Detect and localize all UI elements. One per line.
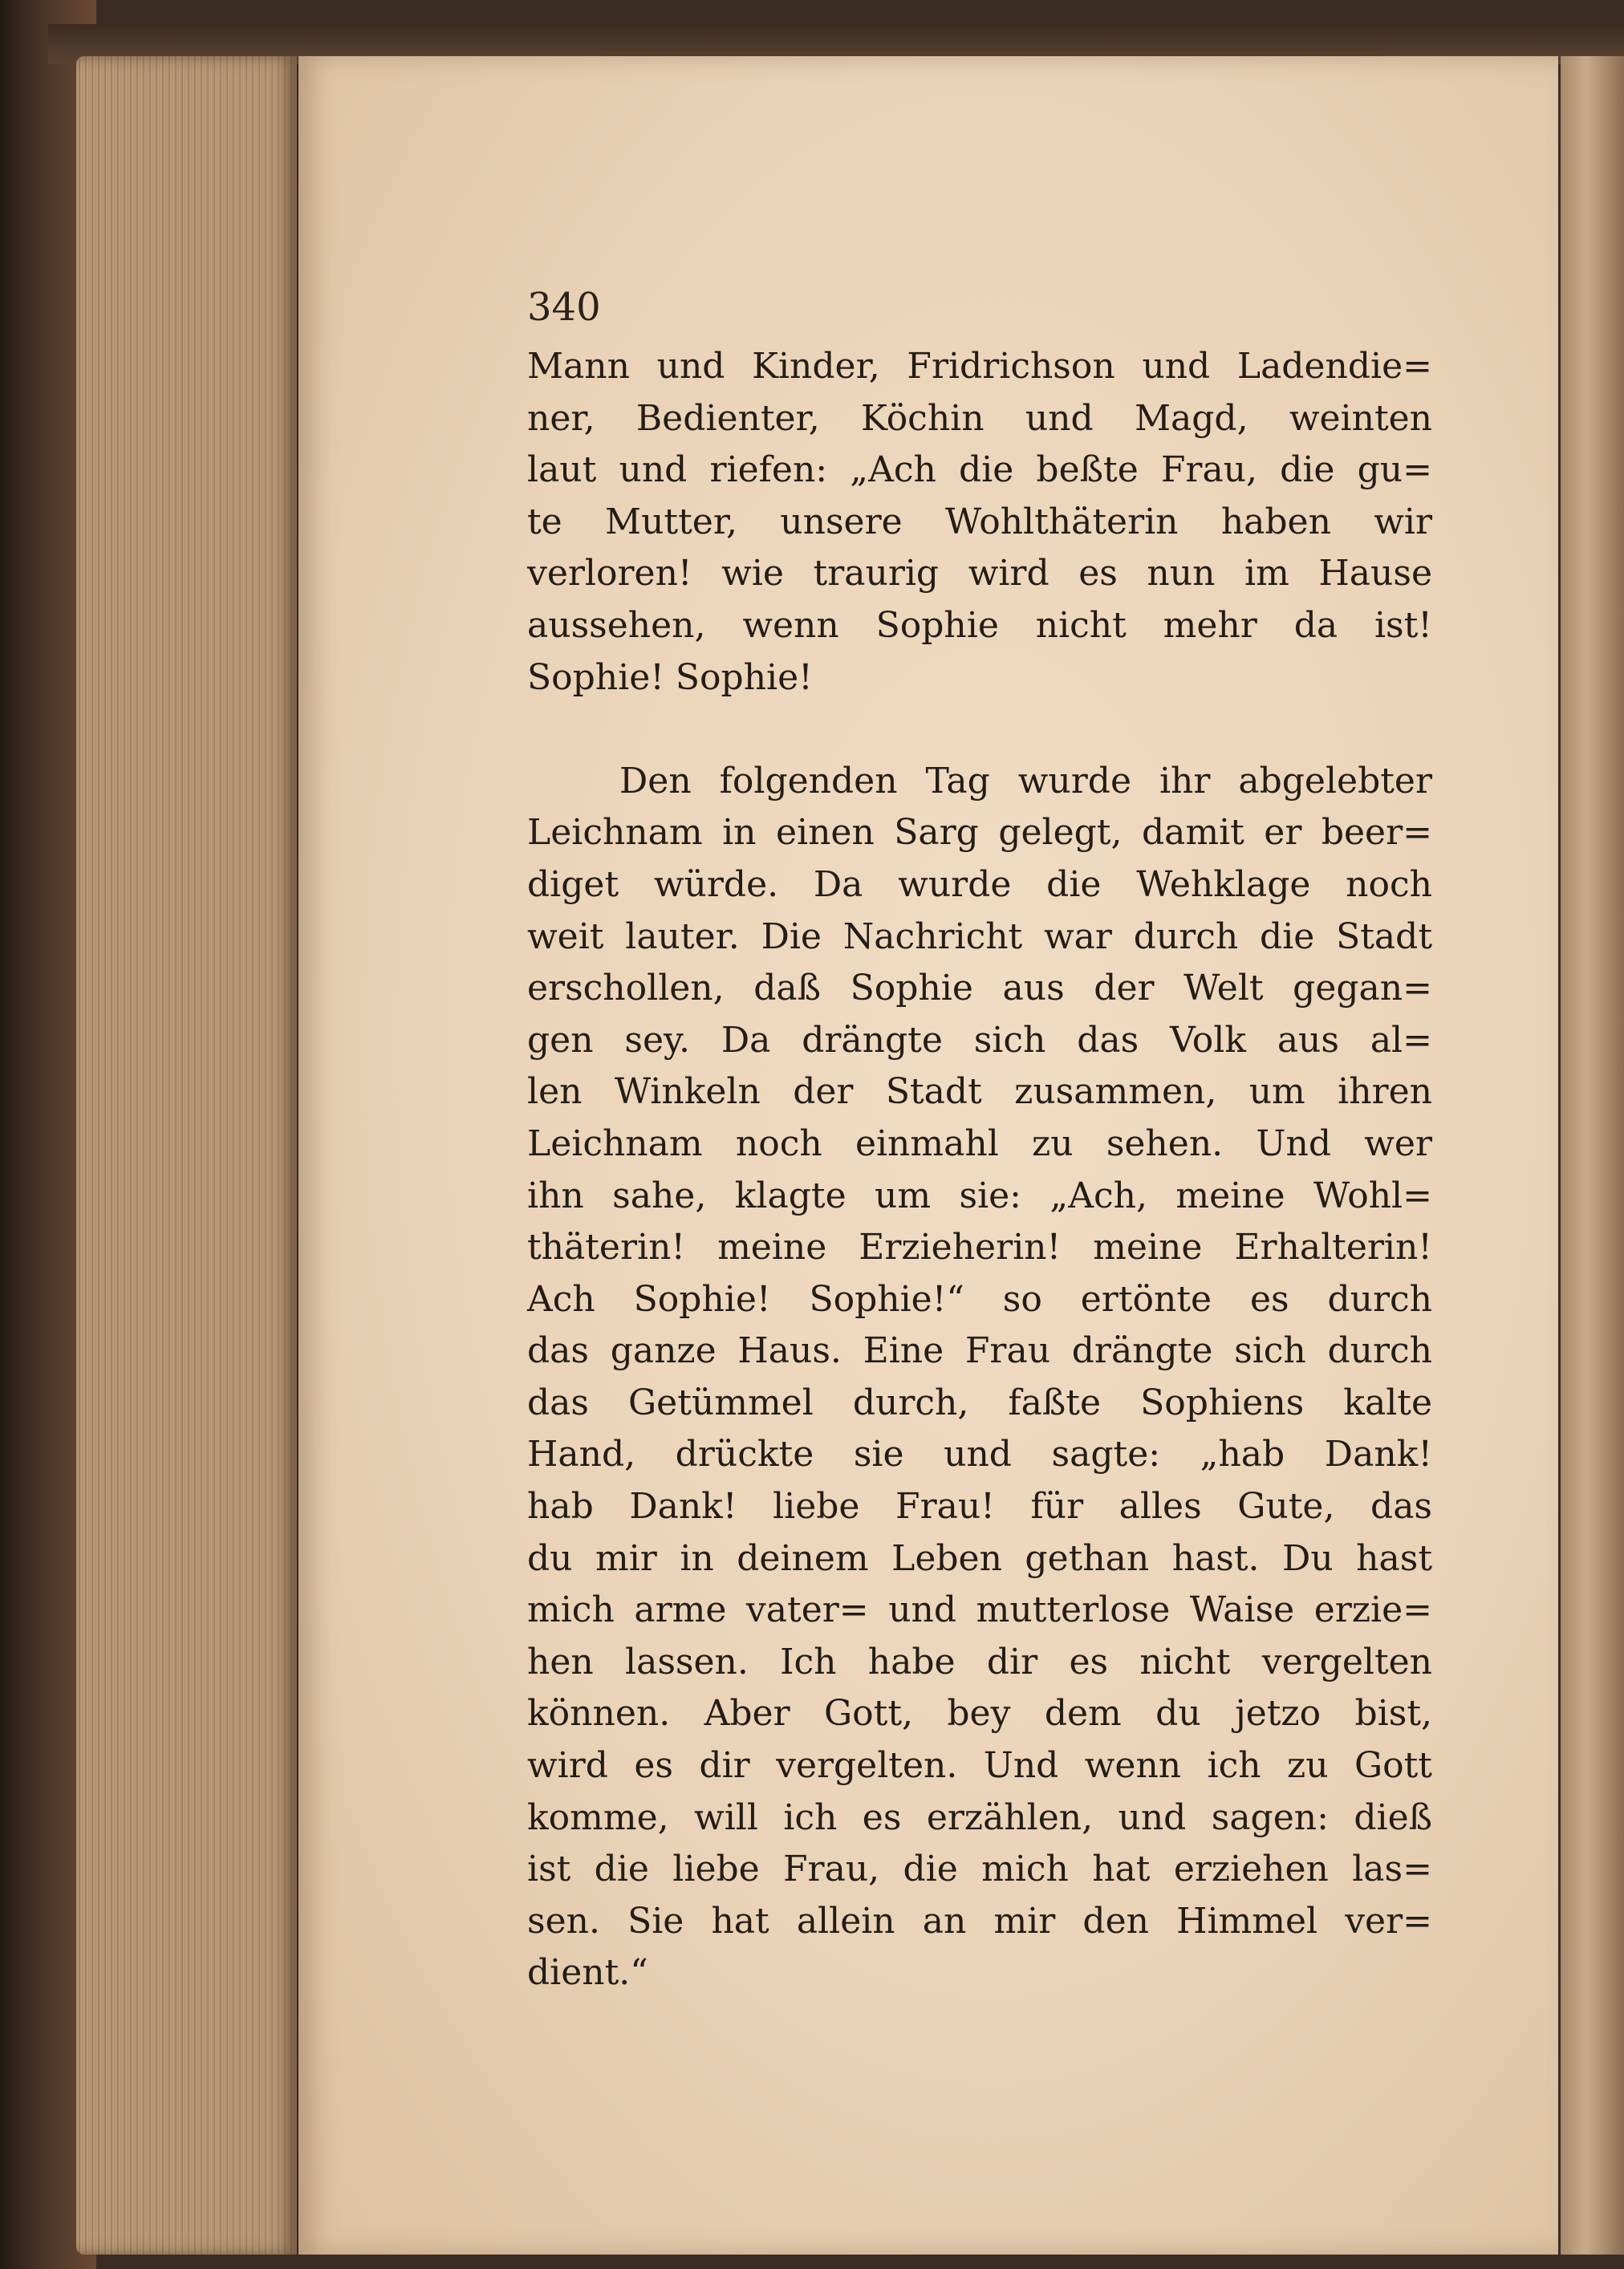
text-line: thäterin! meine Erzieherin! meine Erhalterin! [527, 1227, 1432, 1268]
text-line: ist die liebe Frau, die mich hat erziehen las= [527, 1849, 1432, 1890]
text-line: wird es dir vergelten. Und wenn ich zu Gott [527, 1745, 1432, 1787]
text-line: sen. Sie hat allein an mir den Himmel ver= [527, 1900, 1432, 1942]
paragraph-2 [527, 756, 1432, 1999]
page-number: 340 [527, 285, 601, 330]
text-line: hen lassen. Ich habe dir es nicht vergelten [527, 1641, 1432, 1682]
text-line: mich arme vater= und mutterlose Waise erzie= [527, 1589, 1432, 1631]
text-line: können. Aber Gott, bey dem du jetzo bist, [527, 1693, 1432, 1735]
text-line: das ganze Haus. Eine Frau drängte sich durch [527, 1330, 1432, 1372]
text-line: das Getümmel durch, faßte Sophiens kalte [527, 1382, 1432, 1423]
text-line: Mann und Kinder, Fridrichson und Ladendie= [527, 346, 1432, 387]
text-line: te Mutter, unsere Wohlthäterin haben wir [527, 501, 1432, 542]
text-line: weit lauter. Die Nachricht war durch die Stadt [527, 915, 1432, 957]
page-text [527, 341, 1432, 1999]
text-line: Leichnam in einen Sarg gelegt, damit er beer= [527, 812, 1432, 854]
text-line: du mir in deinem Leben gethan hast. Du hast [527, 1537, 1432, 1579]
text-line: erschollen, daß Sophie aus der Welt gegan= [527, 968, 1432, 1009]
text-line: laut und riefen: „Ach die beßte Frau, die gu= [527, 449, 1432, 491]
text-line: Den folgenden Tag wurde ihr abgelebter [619, 760, 1432, 802]
text-line: Sophie! Sophie! [527, 656, 813, 698]
text-line: gen sey. Da drängte sich das Volk aus al= [527, 1019, 1432, 1061]
text-line: Leichnam noch einmahl zu sehen. Und wer [527, 1122, 1432, 1164]
text-line: aussehen, wenn Sophie nicht mehr da ist! [527, 604, 1432, 646]
text-line: hab Dank! liebe Frau! für alles Gute, das [527, 1486, 1432, 1528]
text-line: ihn sahe, klagte um sie: „Ach, meine Wohl= [527, 1175, 1432, 1216]
book-page [298, 56, 1558, 2255]
page-edges [76, 56, 297, 2255]
paragraph-1 [527, 341, 1432, 704]
paragraph-gap [527, 704, 1432, 756]
adjacent-page [1561, 56, 1624, 2255]
text-line: Ach Sophie! Sophie!“ so ertönte es durch [527, 1278, 1432, 1320]
text-line: ner, Bedienter, Köchin und Magd, weinten [527, 397, 1432, 439]
text-line: len Winkeln der Stadt zusammen, um ihren [527, 1071, 1432, 1113]
text-line: verloren! wie traurig wird es nun im Hause [527, 553, 1432, 595]
text-line: Hand, drückte sie und sagte: „hab Dank! [527, 1434, 1432, 1475]
text-line: komme, will ich es erzählen, und sagen: dieß [527, 1796, 1432, 1838]
text-line: diget würde. Da wurde die Wehklage noch [527, 863, 1432, 905]
text-line: dient.“ [527, 1952, 648, 1994]
